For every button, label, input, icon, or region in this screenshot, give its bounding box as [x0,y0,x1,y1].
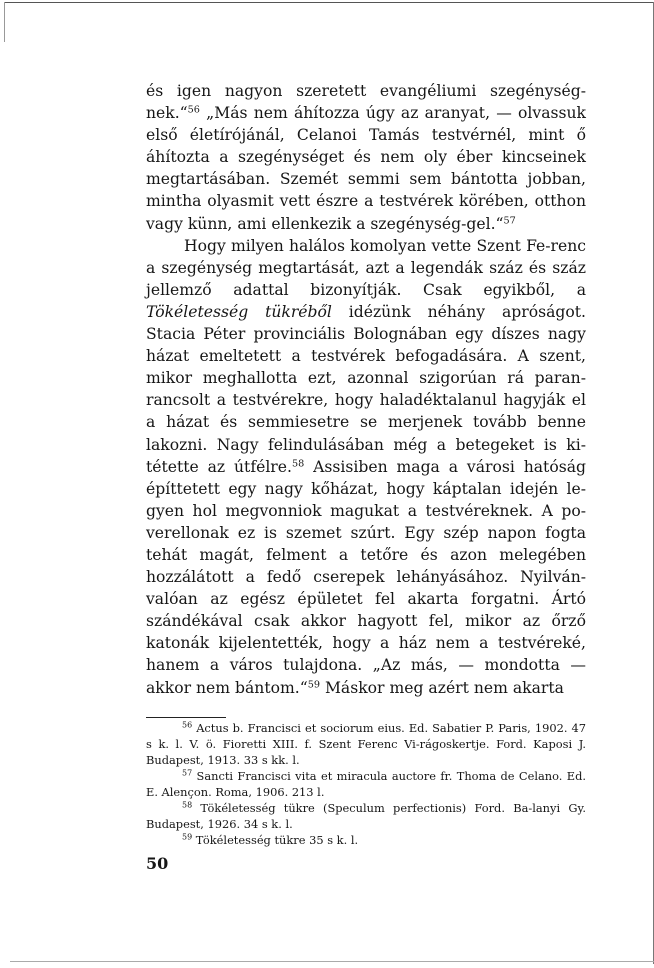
footnote-number: 58 [182,800,193,810]
footnote-ref-58[interactable]: 58 [291,458,305,470]
text: Assisiben maga a városi hatóság építtetett egy nagy kőházat, hogy káptalan idején le-gyen hol megvonniok magukat a testvéreknek. A po-verellonak ez is szemet szúrt. Egy szép napon fogta tehát magát, felment a tetőre és azon melegében hozzálátott a fedő cserepek lehányásához. Nyilván-valóan az egész épületet fel akarta forgatni. Ártó szándékával csak akkor hagyott fel, mikor az őrző katonák kijelentették, hogy a ház nem a testvéreké, hanem a város tulajdona. „Az más, — mondotta — akkor nem bántom.“ [146,457,586,697]
footnote-text: Actus b. Francisci et sociorum eius. Ed. Sabatier P. Paris, 1902. 47 s k. l. V. ö. Fioretti XIII. f. Szent Ferenc Vi-rágoskertje. Ford. Kaposi J. Budapest, 1913. 33 s kk. l. [146,721,586,767]
main-text [146,80,586,699]
footnote-58 [146,800,586,832]
footnotes [146,720,586,848]
footnote-text: Sancti Francisci vita et miracula auctore fr. Thoma de Celano. Ed. E. Alençon. Roma, 1906. 213 l. [146,769,586,799]
text: és igen nagyon szeretett evangéliumi szegénység-nek.“ [146,82,586,123]
footnote-number: 59 [182,832,193,842]
footnote-59 [146,832,586,848]
text: „Más nem áhítozza úgy az aranyat, — olvassuk első életírójánál, Celanoi Tamás testvérnél, mint ő áhítozta a szegénységet és nem oly éber kincseinek megtartásában. Szemét semmi sem bántotta jobban, mintha olyasmit vett észre a testvérek körében, otthon vagy künn, ami ellenkezik a szegénység-gel.“ [146,104,586,233]
footnote-text: Tökéletesség tükre (Speculum perfectionis) Ford. Ba-lanyi Gy. Budapest, 1926. 34 s k. l. [146,801,586,831]
footnote-ref-57[interactable]: 57 [503,215,516,227]
footnote-text: Tökéletesség tükre 35 s k. l. [192,833,359,847]
text: idézünk néhány apróságot. Stacia Péter provinciális Bolognában egy díszes nagy házat emeltetett a testvérek befogadására. A szent, mikor meghallotta ezt, azonnal szigorúan rá paran-rancsolt a testvérekre, hogy haladéktalanul hagyják el a házat és semmiesetre se merjenek tovább benne lakozni. Nagy felindulásában még a betegeket is ki-tétette az útfélre. [146,302,586,476]
book-title-italic: Tökéletesség tükréből [146,302,332,321]
page-edge-bottom [10,961,654,962]
page-number: 50 [146,854,169,873]
footnote-number: 57 [182,768,193,778]
text: Máskor meg azért nem akarta [320,678,564,697]
paragraph-1 [146,80,586,235]
footnote-number: 56 [182,720,193,730]
footnote-ref-59[interactable]: 59 [307,679,320,691]
footnote-56 [146,720,586,768]
page-edge-top [4,2,654,3]
footnote-ref-56[interactable]: 56 [187,104,200,116]
footnote-separator [146,717,226,718]
text: Hogy milyen halálos komolyan vette Szent Fe-renc a szegénység megtartását, azt a legendák száz és száz jellemző adattal bizonyítják. Csak egyikből, a [146,236,586,299]
footnote-57 [146,768,586,800]
page-edge-left [4,2,5,42]
paragraph-2 [146,235,586,699]
